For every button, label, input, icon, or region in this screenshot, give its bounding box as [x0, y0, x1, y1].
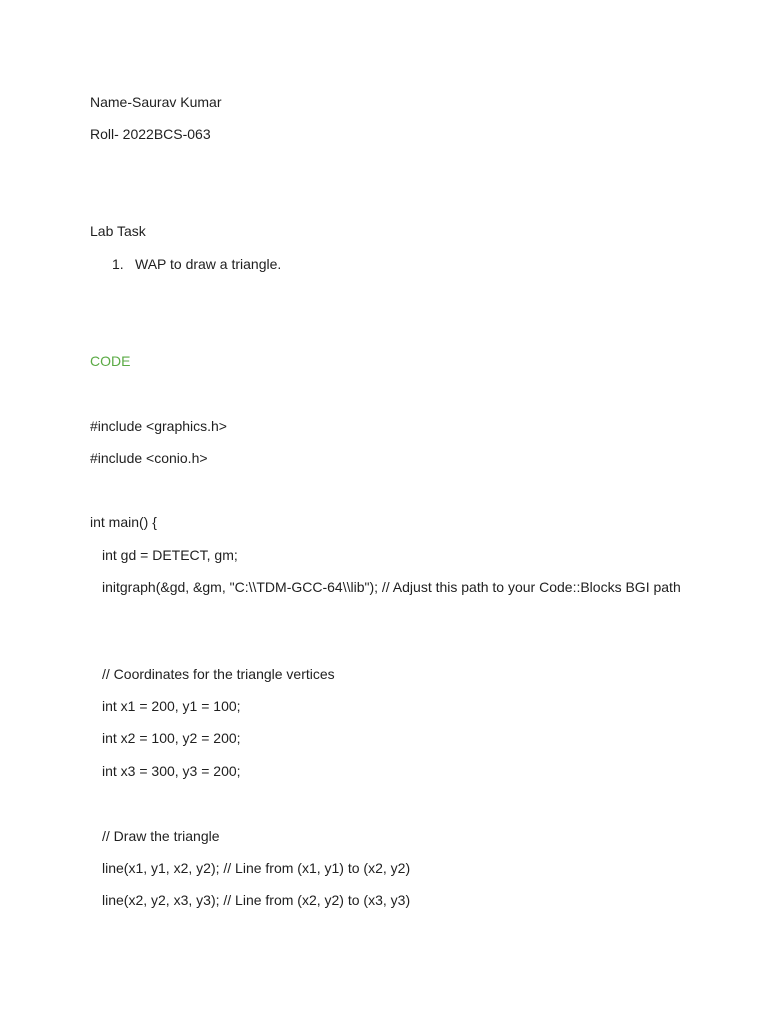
code-line: #include <conio.h>: [90, 450, 208, 466]
code-line: int x3 = 300, y3 = 200;: [102, 763, 241, 779]
lab-task-item-number: 1.: [112, 256, 124, 272]
code-line: int x1 = 200, y1 = 100;: [102, 698, 241, 714]
code-line: #include <graphics.h>: [90, 418, 227, 434]
code-line: int x2 = 100, y2 = 200;: [102, 730, 241, 746]
lab-task-item-text: WAP to draw a triangle.: [135, 256, 282, 272]
code-line: int main() {: [90, 514, 157, 530]
student-name: Name-Saurav Kumar: [90, 94, 222, 110]
code-line: line(x1, y1, x2, y2); // Line from (x1, y1) to (x2, y2): [102, 860, 411, 876]
code-heading: CODE: [90, 353, 131, 369]
student-roll: Roll- 2022BCS-063: [90, 126, 211, 142]
lab-task-title: Lab Task: [90, 223, 146, 239]
code-line: initgraph(&gd, &gm, "C:\\TDM-GCC-64\\lib"); // Adjust this path to your Code::Blocks BGI path: [102, 579, 681, 595]
code-line: // Coordinates for the triangle vertices: [102, 666, 335, 682]
code-line: int gd = DETECT, gm;: [102, 547, 238, 563]
code-line: // Draw the triangle: [102, 828, 220, 844]
lab-task-item: [112, 254, 281, 274]
code-line: line(x2, y2, x3, y3); // Line from (x2, y2) to (x3, y3): [102, 892, 411, 908]
